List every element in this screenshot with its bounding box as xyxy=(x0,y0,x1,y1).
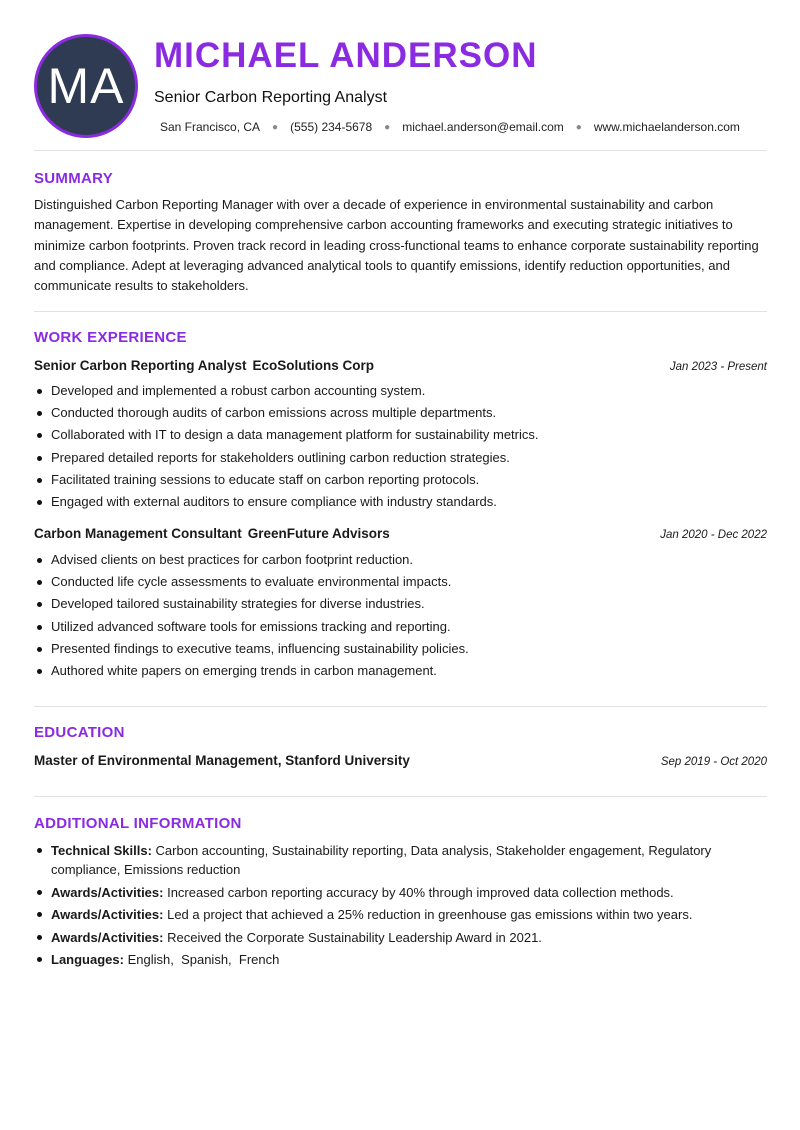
job-header xyxy=(34,358,767,373)
job-bullets xyxy=(34,549,767,682)
item-text: Received the Corporate Sustainability Leadership Award in 2021. xyxy=(167,929,542,945)
list-item xyxy=(34,950,734,969)
separator-dot-icon: ● xyxy=(272,121,279,133)
contact-bar xyxy=(160,120,740,134)
list-item: Prepared detailed reports for stakeholders outlining carbon reduction strategies. xyxy=(34,447,767,469)
item-text: Increased carbon reporting accuracy by 40% through improved data collection methods. xyxy=(167,884,674,900)
list-item: Developed and implemented a robust carbon accounting system. xyxy=(34,380,767,402)
separator-dot-icon: ● xyxy=(575,121,582,133)
job-dates: Jan 2020 - Dec 2022 xyxy=(660,529,767,541)
item-label: Awards/Activities: xyxy=(51,884,164,900)
list-item: Collaborated with IT to design a data management platform for sustainability metrics. xyxy=(34,424,767,446)
list-item: Engaged with external auditors to ensure compliance with industry standards. xyxy=(34,491,767,513)
list-item xyxy=(34,928,734,947)
item-label: Languages: xyxy=(51,952,124,967)
item-label: Technical Skills: xyxy=(51,843,152,858)
job-title-line xyxy=(34,526,390,541)
section-divider xyxy=(34,706,767,707)
additional-list xyxy=(34,841,734,973)
list-item: Developed tailored sustainability strategies for diverse industries. xyxy=(34,593,767,615)
job-title-line xyxy=(34,358,374,373)
education-degree: Master of Environmental Management, Stanford University xyxy=(34,753,410,768)
list-item xyxy=(34,841,734,879)
education-entry xyxy=(34,753,767,768)
list-item: Utilized advanced software tools for emissions tracking and reporting. xyxy=(34,616,767,638)
candidate-name: MICHAEL ANDERSON xyxy=(154,36,538,75)
separator-dot-icon: ● xyxy=(384,121,391,133)
item-text: Led a project that achieved a 25% reduction in greenhouse gas emissions within two years. xyxy=(167,907,693,922)
contact-location: San Francisco, CA xyxy=(160,120,261,134)
job-bullets xyxy=(34,380,767,513)
education-heading: EDUCATION xyxy=(34,724,125,741)
list-item: Conducted life cycle assessments to evaluate environmental impacts. xyxy=(34,571,767,593)
contact-phone: (555) 234-5678 xyxy=(290,120,373,134)
job-header xyxy=(34,526,767,541)
job-role: Carbon Management Consultant xyxy=(34,526,242,541)
section-divider xyxy=(34,796,767,797)
additional-heading: ADDITIONAL INFORMATION xyxy=(34,815,242,832)
candidate-title: Senior Carbon Reporting Analyst xyxy=(154,89,388,106)
summary-text: Distinguished Carbon Reporting Manager with over a decade of experience in environmental sustainability and carbon management. Expertise in developing comprehensive carbon accounting frameworks and executing strategic initiatives to minimize carbon footprints. Proven track record in leading cross-functional teams to enhance corporate sustainability reporting and compliance. Adept at leveraging advanced analytical tools to quantify emissions, identify reduction opportunities, and communicate results to stakeholders. xyxy=(34,197,759,294)
list-item: Presented findings to executive teams, influencing sustainability policies. xyxy=(34,638,767,660)
list-item: Authored white papers on emerging trends in carbon management. xyxy=(34,660,767,682)
job-dates: Jan 2023 - Present xyxy=(669,361,767,373)
section-divider xyxy=(34,311,767,312)
list-item: Facilitated training sessions to educate staff on carbon reporting protocols. xyxy=(34,469,767,491)
item-label: Awards/Activities: xyxy=(51,929,164,945)
avatar xyxy=(34,34,138,138)
list-item: Conducted thorough audits of carbon emissions across multiple departments. xyxy=(34,402,767,424)
item-label: Awards/Activities: xyxy=(51,907,164,922)
list-item xyxy=(34,883,734,902)
item-text: Carbon accounting, Sustainability reporting, Data analysis, Stakeholder engagement, Regulatory compliance, Emissions reduction xyxy=(51,843,712,877)
job-company: EcoSolutions Corp xyxy=(252,358,375,373)
education-dates: Sep 2019 - Oct 2020 xyxy=(660,756,767,768)
job-role: Senior Carbon Reporting Analyst xyxy=(34,358,247,373)
summary-heading: SUMMARY xyxy=(34,170,114,187)
list-item: Advised clients on best practices for carbon footprint reduction. xyxy=(34,549,767,571)
list-item xyxy=(34,905,734,924)
experience-heading: WORK EXPERIENCE xyxy=(34,329,187,346)
item-text: English, Spanish, French xyxy=(127,952,280,967)
contact-website[interactable]: www.michaelanderson.com xyxy=(593,120,740,134)
job-company: GreenFuture Advisors xyxy=(247,526,390,541)
section-divider xyxy=(34,150,767,151)
contact-email[interactable]: michael.anderson@email.com xyxy=(402,120,564,134)
avatar-initials: MA xyxy=(47,58,125,114)
